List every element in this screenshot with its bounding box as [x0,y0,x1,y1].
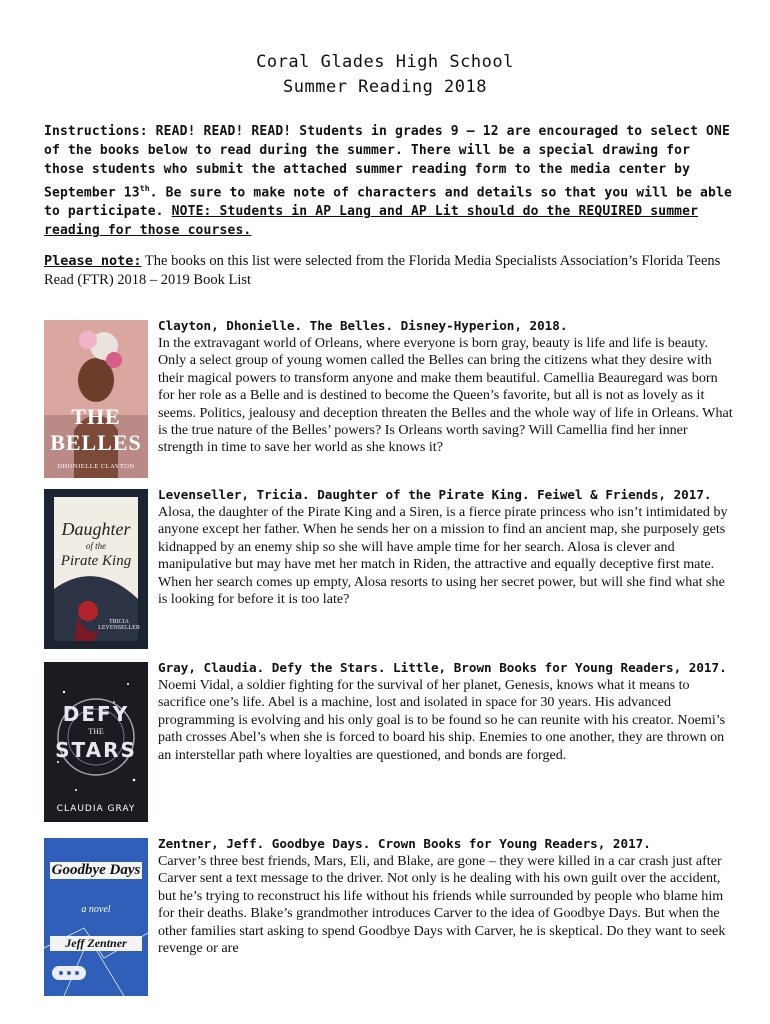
goodbye-cover-title: Goodbye Days [51,862,141,878]
goodbye-cover-sub: a novel [81,904,111,915]
book-heading: Zentner, Jeff. Goodbye Days. Crown Books for Young Readers, 2017. [158,836,651,851]
please-note-label: Please note: [44,253,142,269]
book-text [158,486,734,608]
book-text [158,659,734,764]
pirate-cover-title-a: Daughter [61,519,131,539]
belles-cover-author: DHONIELLE CLAYTON [57,463,135,470]
please-note-paragraph [44,252,734,290]
book-description: Alosa, the daughter of the Pirate King and a Siren, is a fierce pirate princess who isn’t intimidated by anyone except her father. When he sends her on a mission to find an ancient map, she purposely gets kidnapped by an enemy ship so she will have ample time for her search. Alosa is clever and manipulative but may have met her match in Riden, the attractive and equally deceptive first mate. When her search comes up empty, Alosa resorts to using her secret power, but will she find what she is looking for before it is too late? [158,504,728,608]
book-description: Carver’s three best friends, Mars, Eli, and Blake, are gone – they were killed in a car crash just after Carver sent a text message to the driver. Not only is he dealing with his own guilt over the accident, but he’s trying to reconstruct his life without his friends while surrounded by people who blame him for their deaths. Blake’s grandmother introduces Carver to the idea of Goodbye Days. But when the other families start asking to spend Goodbye Days with Carver, he is skeptical. Do they want to seek revenge or are [158,853,726,957]
defy-stars-cover-icon [44,662,148,822]
pirate-cover-title-c: Pirate King [60,553,132,569]
book-heading: Gray, Claudia. Defy the Stars. Little, Brown Books for Young Readers, 2017. [158,660,727,675]
book-description: Noemi Vidal, a soldier fighting for the survival of her planet, Genesis, knows what it means to sacrifice one’s life. Abel is a machine, lost and isolated in space for 30 years. His advanced programming is evolving and his only goal is to be found so he can reunite with his creator. Noemi’s path crosses Abel’s when she is forced to board his ship. Enemies to one another, they are thrown on an interstellar path where loyalties are questioned, and bonds are forged. [158,677,726,763]
book-heading: Levenseller, Tricia. Daughter of the Pirate King. Feiwel & Friends, 2017. [158,487,712,502]
instructions-paragraph [44,122,734,240]
please-note-text: The books on this list were selected from the Florida Media Specialists Association’s Florida Teens Read (FTR) 2018 – 2019 Book List [44,253,721,288]
instructions-sup: th [139,184,150,193]
belles-cover-icon [44,320,148,478]
instructions-text-b: . Be sure to make note of characters and details so that you will be able to participate. [44,185,732,220]
goodbye-cover-author: Jeff Zentner [50,936,142,951]
book-heading: Clayton, Dhonielle. The Belles. Disney-Hyperion, 2018. [158,318,568,333]
stars-cover-title-b: THE [88,727,104,736]
program-name: Summer Reading 2018 [283,77,487,97]
stars-cover-title-c: STARS [55,738,137,762]
stars-cover-author: CLAUDIA GRAY [56,804,136,814]
stars-cover-title-a: DEFY [62,702,130,726]
belles-cover-title: THE BELLES [50,404,142,455]
book-description: In the extravagant world of Orleans, where everyone is born gray, beauty is life and life is beauty. Only a select group of young women called the Belles can bring the citizens what they desire with their magical powers to transform anyone and make them beautiful. Camellia Beauregard was born for her role as a Belle and is destined to become the Queen’s favorite, but all is not as lovely as it seems. Politics, jealousy and deception threaten the Belles and the whole way of life in Orleans. What is the true nature of the Belles’ powers? Is Orleans worth saving? Will Camellia find her inner strength in time to save her world as she knows it? [158,335,733,456]
pirate-king-cover-icon [44,489,148,649]
page-title [0,50,770,100]
goodbye-days-cover-icon [44,838,148,996]
book-text [158,835,734,957]
pirate-cover-title-b: of the [85,541,107,551]
ap-note: NOTE: Students in AP Lang and AP Lit should do the REQUIRED summer reading for those courses. [44,204,699,239]
book-text [158,317,734,457]
school-name: Coral Glades High School [256,52,514,72]
instructions-text-a: Instructions: READ! READ! READ! Students in grades 9 – 12 are encouraged to select ONE of the books below to read during the summer. There will be a special drawing for those students who submit the attached summer reading form to the media center by September 13 [44,124,730,201]
pirate-cover-author: TRICIA LEVENSELLER [98,619,140,631]
